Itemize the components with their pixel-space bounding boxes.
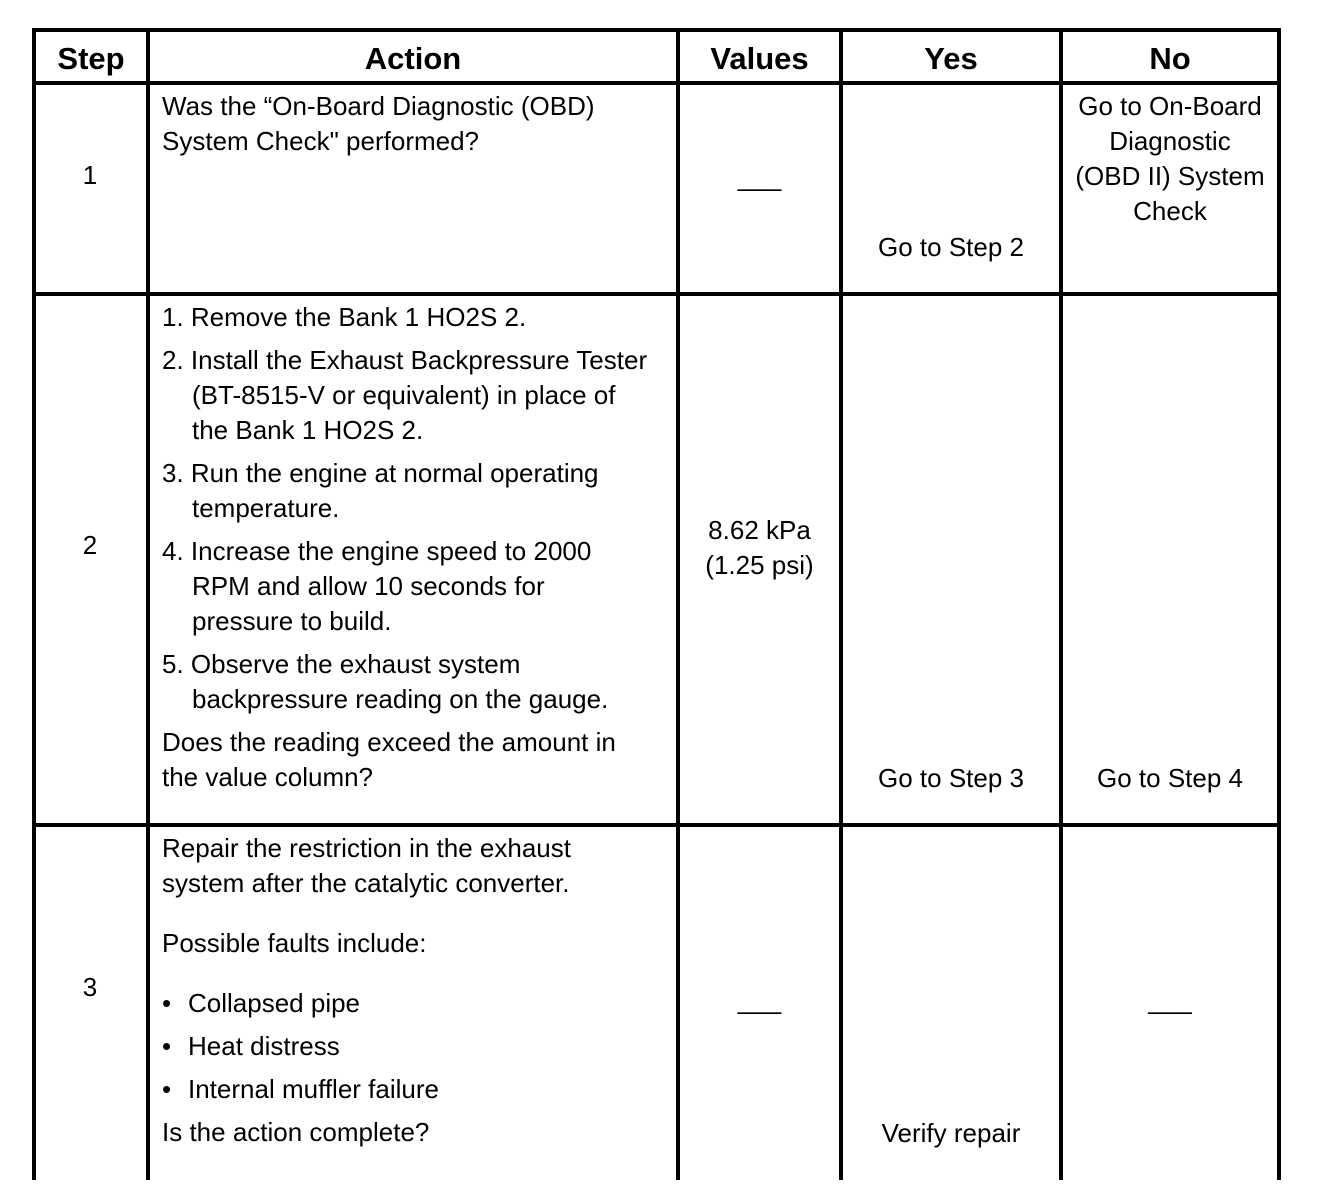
procedure-step: 2. Install the Exhaust Backpressure Tester (BT-8515-V or equivalent) in place of the Bank 1 HO2S 2. bbox=[162, 345, 648, 445]
bullet-icon: • bbox=[162, 1074, 172, 1104]
header-yes: Yes bbox=[924, 41, 978, 76]
procedure-step: 3. Run the engine at normal operating temperature. bbox=[162, 458, 599, 523]
column-divider bbox=[146, 30, 150, 1180]
table-border-right bbox=[1277, 30, 1281, 1180]
row-3-step: 3 bbox=[82, 972, 98, 1002]
list-item: • Heat distress bbox=[162, 1029, 652, 1064]
row-2-step: 2 bbox=[82, 530, 98, 560]
values-kpa: 8.62 kPa bbox=[708, 515, 811, 545]
row-3-intro: Repair the restriction in the exhaust system after the catalytic converter. bbox=[162, 833, 571, 898]
row-3-faults-label: Possible faults include: bbox=[162, 928, 427, 958]
row-1-yes: Go to Step 2 bbox=[878, 232, 1024, 262]
table-border-left bbox=[32, 30, 36, 1180]
procedure-step: 1. Remove the Bank 1 HO2S 2. bbox=[162, 302, 527, 332]
list-item: • Collapsed pipe bbox=[162, 986, 652, 1021]
row-3-no: ___ bbox=[1148, 985, 1192, 1015]
procedure-step: 4. Increase the engine speed to 2000 RPM and allow 10 seconds for pressure to build. bbox=[162, 536, 592, 636]
table-border-top bbox=[32, 28, 1281, 32]
bullet-icon: • bbox=[162, 988, 172, 1018]
row-2-question: Does the reading exceed the amount in the value column? bbox=[162, 727, 616, 792]
row-3-yes: Verify repair bbox=[881, 1118, 1021, 1148]
header-no: No bbox=[1149, 41, 1191, 76]
row-divider bbox=[32, 292, 1281, 296]
row-2-action bbox=[162, 300, 652, 795]
row-2-no: Go to Step 4 bbox=[1097, 763, 1243, 793]
faults-list bbox=[162, 986, 652, 1107]
row-3-question: Is the action complete? bbox=[162, 1117, 430, 1147]
row-3-values: ___ bbox=[737, 985, 782, 1015]
header-values: Values bbox=[710, 41, 809, 76]
header-step: Step bbox=[57, 41, 125, 76]
row-2-values bbox=[680, 513, 839, 583]
procedure-list bbox=[162, 300, 652, 717]
row-3-action bbox=[162, 831, 652, 1150]
row-1-no: Go to On-Board Diagnostic (OBD II) System Check bbox=[1075, 91, 1265, 226]
header-action: Action bbox=[364, 41, 462, 76]
procedure-step: 5. Observe the exhaust system backpressure reading on the gauge. bbox=[162, 649, 609, 714]
values-psi: (1.25 psi) bbox=[705, 550, 814, 580]
bullet-icon: • bbox=[162, 1031, 172, 1061]
row-1-values: ___ bbox=[737, 162, 782, 192]
row-1-action: Was the “On-Board Diagnostic (OBD) System Check" performed? bbox=[162, 91, 595, 156]
column-divider bbox=[839, 30, 843, 1180]
list-item: • Internal muffler failure bbox=[162, 1072, 652, 1107]
row-2-yes: Go to Step 3 bbox=[878, 763, 1024, 793]
header-divider bbox=[32, 81, 1281, 85]
row-1-step: 1 bbox=[82, 160, 98, 190]
row-divider bbox=[32, 823, 1281, 827]
